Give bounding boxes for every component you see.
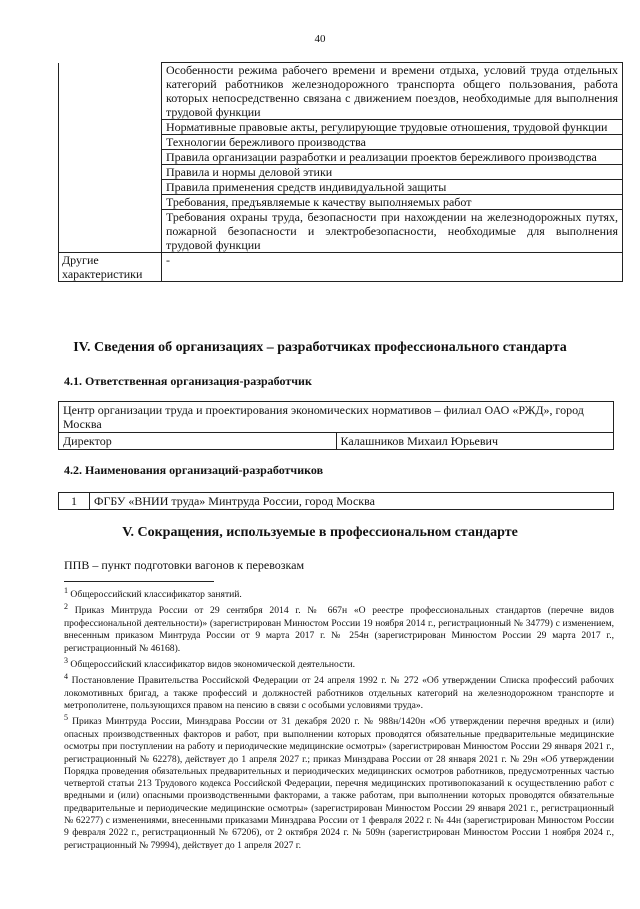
- footnote: $^3$ Общероссийский классификатор видов экономической деятельности.: [64, 655, 356, 671]
- developer-name: ФГБУ «ВНИИ труда» Минтруда России, город Москва: [90, 493, 614, 510]
- page-number: 40: [314, 33, 326, 45]
- footnote: $^2$ Приказ Минтруда России от 29 сентября 2014 г. № 667н «О реестре профессиональных стандартов (перечне видов профессиональной деятельности)» (зарегистрирован Минюстом России 19 ноября 2014 г., регистрационный № 34779) с изменением, внесенным приказом Минтруда России от 9 марта 2017 г. № 254н (зарегистрирован Минюстом России 29 марта 2017 г., регистрационный № 46168).: [64, 602, 614, 654]
- head-position: Директор: [59, 433, 337, 450]
- knowledge-item: Нормативные правовые акты, регулирующие трудовые отношения, трудовой функции: [162, 120, 623, 135]
- knowledge-item: Правила организации разработки и реализации проектов бережливого производства: [162, 150, 623, 165]
- knowledge-item: Требования, предъявляемые к качеству выполняемых работ: [162, 195, 623, 210]
- other-characteristics-label: Другие характеристики: [59, 253, 162, 282]
- knowledge-item: Технологии бережливого производства: [162, 135, 623, 150]
- knowledge-item: Правила и нормы деловой этики: [162, 165, 623, 180]
- footnote-divider: [64, 581, 214, 582]
- footnote: $^1$ Общероссийский классификатор занятий.: [64, 586, 242, 601]
- required-knowledge-table: [58, 62, 623, 282]
- footnote: $^4$ Постановление Правительства Российской Федерации от 24 апреля 1992 г. № 272 «Об утверждении Списка профессий рабочих локомотивных бригад, а также профессий и должностей работников отдельных категорий на железнодорожном транспорте и метрополитене, пользующихся правом на пенсию в связи с особыми условиями труда».: [64, 672, 614, 712]
- developer-number: 1: [59, 493, 90, 510]
- other-characteristics-value: -: [162, 253, 623, 282]
- developer-organizations-table: [58, 492, 614, 510]
- knowledge-item: Правила применения средств индивидуальной защиты: [162, 180, 623, 195]
- head-name: Калашников Михаил Юрьевич: [336, 433, 614, 450]
- footnotes: [64, 585, 614, 852]
- knowledge-item: Требования охраны труда, безопасности при нахождении на железнодорожных путях, пожарной безопасности и электробезопасности, необходимые для выполнения трудовой функции: [162, 210, 623, 253]
- knowledge-item: Особенности режима рабочего времени и времени отдыха, условий труда отдельных категорий работников железнодорожного транспорта общего пользования, работа которых непосредственно связана с движением поездов, необходимые для выполнения трудовой функции: [162, 63, 623, 120]
- category-cell-empty: [59, 63, 162, 253]
- section-4-title: IV. Сведения об организациях – разработчиках профессионального стандарта: [73, 340, 567, 355]
- responsible-organization-table: [58, 401, 614, 450]
- organization-name: Центр организации труда и проектирования экономических нормативов – филиал ОАО «РЖД», город Москва: [59, 402, 614, 433]
- table-row: [59, 493, 614, 510]
- abbreviation-entry: ППВ – пункт подготовки вагонов к перевозкам: [64, 558, 305, 572]
- section-4-2-title: 4.2. Наименования организаций-разработчиков: [64, 463, 324, 477]
- footnote: $^5$ Приказ Минтруда России, Минздрава России от 31 декабря 2020 г. № 988н/1420н «Об утверждении перечня вредных и (или) опасных производственных факторов и работ, при выполнении которых проводятся обязательные предварительные медицинские осмотры при поступлении на работу и периодические медицинские осмотры» (зарегистрирован Минюстом России 29 января 2021 г., регистрационный № 62278), действует до 1 апреля 2027 г.; приказ Минздрава России от 28 января 2021 г. № 29н «Об утверждении Порядка проведения обязательных предварительных и периодических медицинских осмотров работников, предусмотренных частью четвертой статьи 213 Трудового кодекса Российской Федерации, перечня медицинских противопоказаний к осуществлению работ с вредными и (или) опасными производственными факторами, а также работам, при выполнении которых проводятся обязательные предварительные и периодические медицинские осмотры» (зарегистрирован Минюстом России 29 января 2021 г., регистрационный № 62277) с изменениями, внесенными приказами Минздрава России от 1 февраля 2022 г. № 44н (зарегистрирован Минюстом России 9 февраля 2022 г., регистрационный № 67206), от 2 октября 2024 г. № 509н (зарегистрирован Минюстом России 1 ноября 2024 г., регистрационный № 79994), действует до 1 апреля 2027 г.: [64, 713, 614, 851]
- section-4-1-title: 4.1. Ответственная организация-разработчик: [64, 374, 312, 388]
- section-5-title: V. Сокращения, используемые в профессиональном стандарте: [122, 525, 518, 540]
